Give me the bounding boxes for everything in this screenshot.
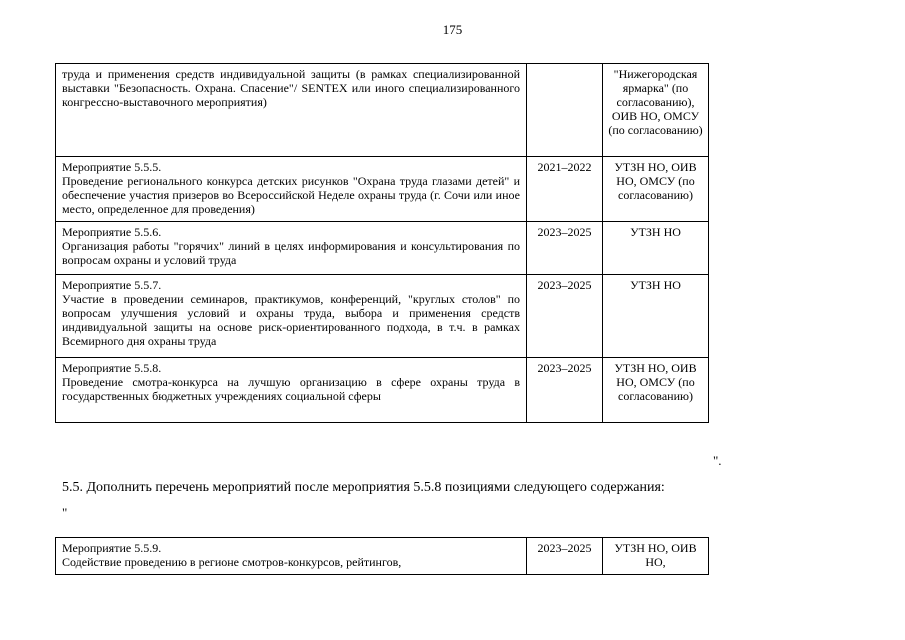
table-row xyxy=(56,222,709,275)
measure-period: 2023–2025 xyxy=(527,275,603,358)
measure-executor: УТЗН НО xyxy=(603,222,709,275)
table-row xyxy=(56,64,709,157)
measure-text: Организация работы "горячих" линий в целях информирования и консультирования по вопросам охраны и условий труда xyxy=(62,239,520,267)
measure-text: Проведение смотра-конкурса на лучшую организацию в сфере охраны труда в государственных бюджетных учреждениях социальной сферы xyxy=(62,375,520,403)
measures-table xyxy=(55,63,709,423)
measure-text: Проведение регионального конкурса детских рисунков "Охрана труда глазами детей" и обеспечение участия призеров во Всероссийской Неделе охраны труда (г. Сочи или иное место, определенное для проведения) xyxy=(62,174,520,216)
table-row xyxy=(56,157,709,222)
measure-executor: УТЗН НО, ОИВ НО, xyxy=(603,538,709,575)
measure-text: Участие в проведении семинаров, практикумов, конференций, "круглых столов" по вопросам улучшения условий и охраны труда, выбора и применения средств индивидуальной защиты на основе риск-ориентированного подхода, в т.ч. в рамках Всемирного дня охраны труда xyxy=(62,292,520,348)
page-number: 175 xyxy=(442,22,463,37)
table-row xyxy=(56,538,709,575)
table-row xyxy=(56,358,709,423)
measure-executor: УТЗН НО, ОИВ НО, ОМСУ (по согласованию) xyxy=(603,358,709,423)
measure-period: 2023–2025 xyxy=(527,222,603,275)
measures-table-continued xyxy=(55,537,709,575)
measure-period: 2023–2025 xyxy=(527,358,603,423)
measure-description xyxy=(56,538,527,575)
measure-description xyxy=(56,157,527,222)
closing-quote: ". xyxy=(713,453,722,468)
measure-description xyxy=(56,222,527,275)
measure-title: Мероприятие 5.5.5. xyxy=(62,160,162,174)
measure-text: Содействие проведению в регионе смотров-конкурсов, рейтингов, xyxy=(62,555,402,569)
measure-executor: "Нижегородская ярмарка" (по согласованию), ОИВ НО, ОМСУ (по согласованию) xyxy=(603,64,709,157)
measure-text: труда и применения средств индивидуальной защиты (в рамках специализированной выставки "Безопасность. Охрана. Спасение"/ SENTEX или иного специализированного конгрессно-выставочного мероприятия) xyxy=(62,67,520,109)
measure-title: Мероприятие 5.5.6. xyxy=(62,225,162,239)
table-row xyxy=(56,275,709,358)
measure-title: Мероприятие 5.5.8. xyxy=(62,361,162,375)
measure-executor: УТЗН НО, ОИВ НО, ОМСУ (по согласованию) xyxy=(603,157,709,222)
measure-description xyxy=(56,64,527,157)
measure-period xyxy=(527,64,603,157)
amendment-paragraph: 5.5. Дополнить перечень мероприятий после мероприятия 5.5.8 позициями следующего содержания: xyxy=(62,480,665,495)
measure-description xyxy=(56,275,527,358)
measure-executor: УТЗН НО xyxy=(603,275,709,358)
measure-period: 2023–2025 xyxy=(527,538,603,575)
measure-title: Мероприятие 5.5.9. xyxy=(62,541,162,555)
opening-quote: " xyxy=(62,505,68,520)
measure-description xyxy=(56,358,527,423)
measure-title: Мероприятие 5.5.7. xyxy=(62,278,162,292)
measure-period: 2021–2022 xyxy=(527,157,603,222)
